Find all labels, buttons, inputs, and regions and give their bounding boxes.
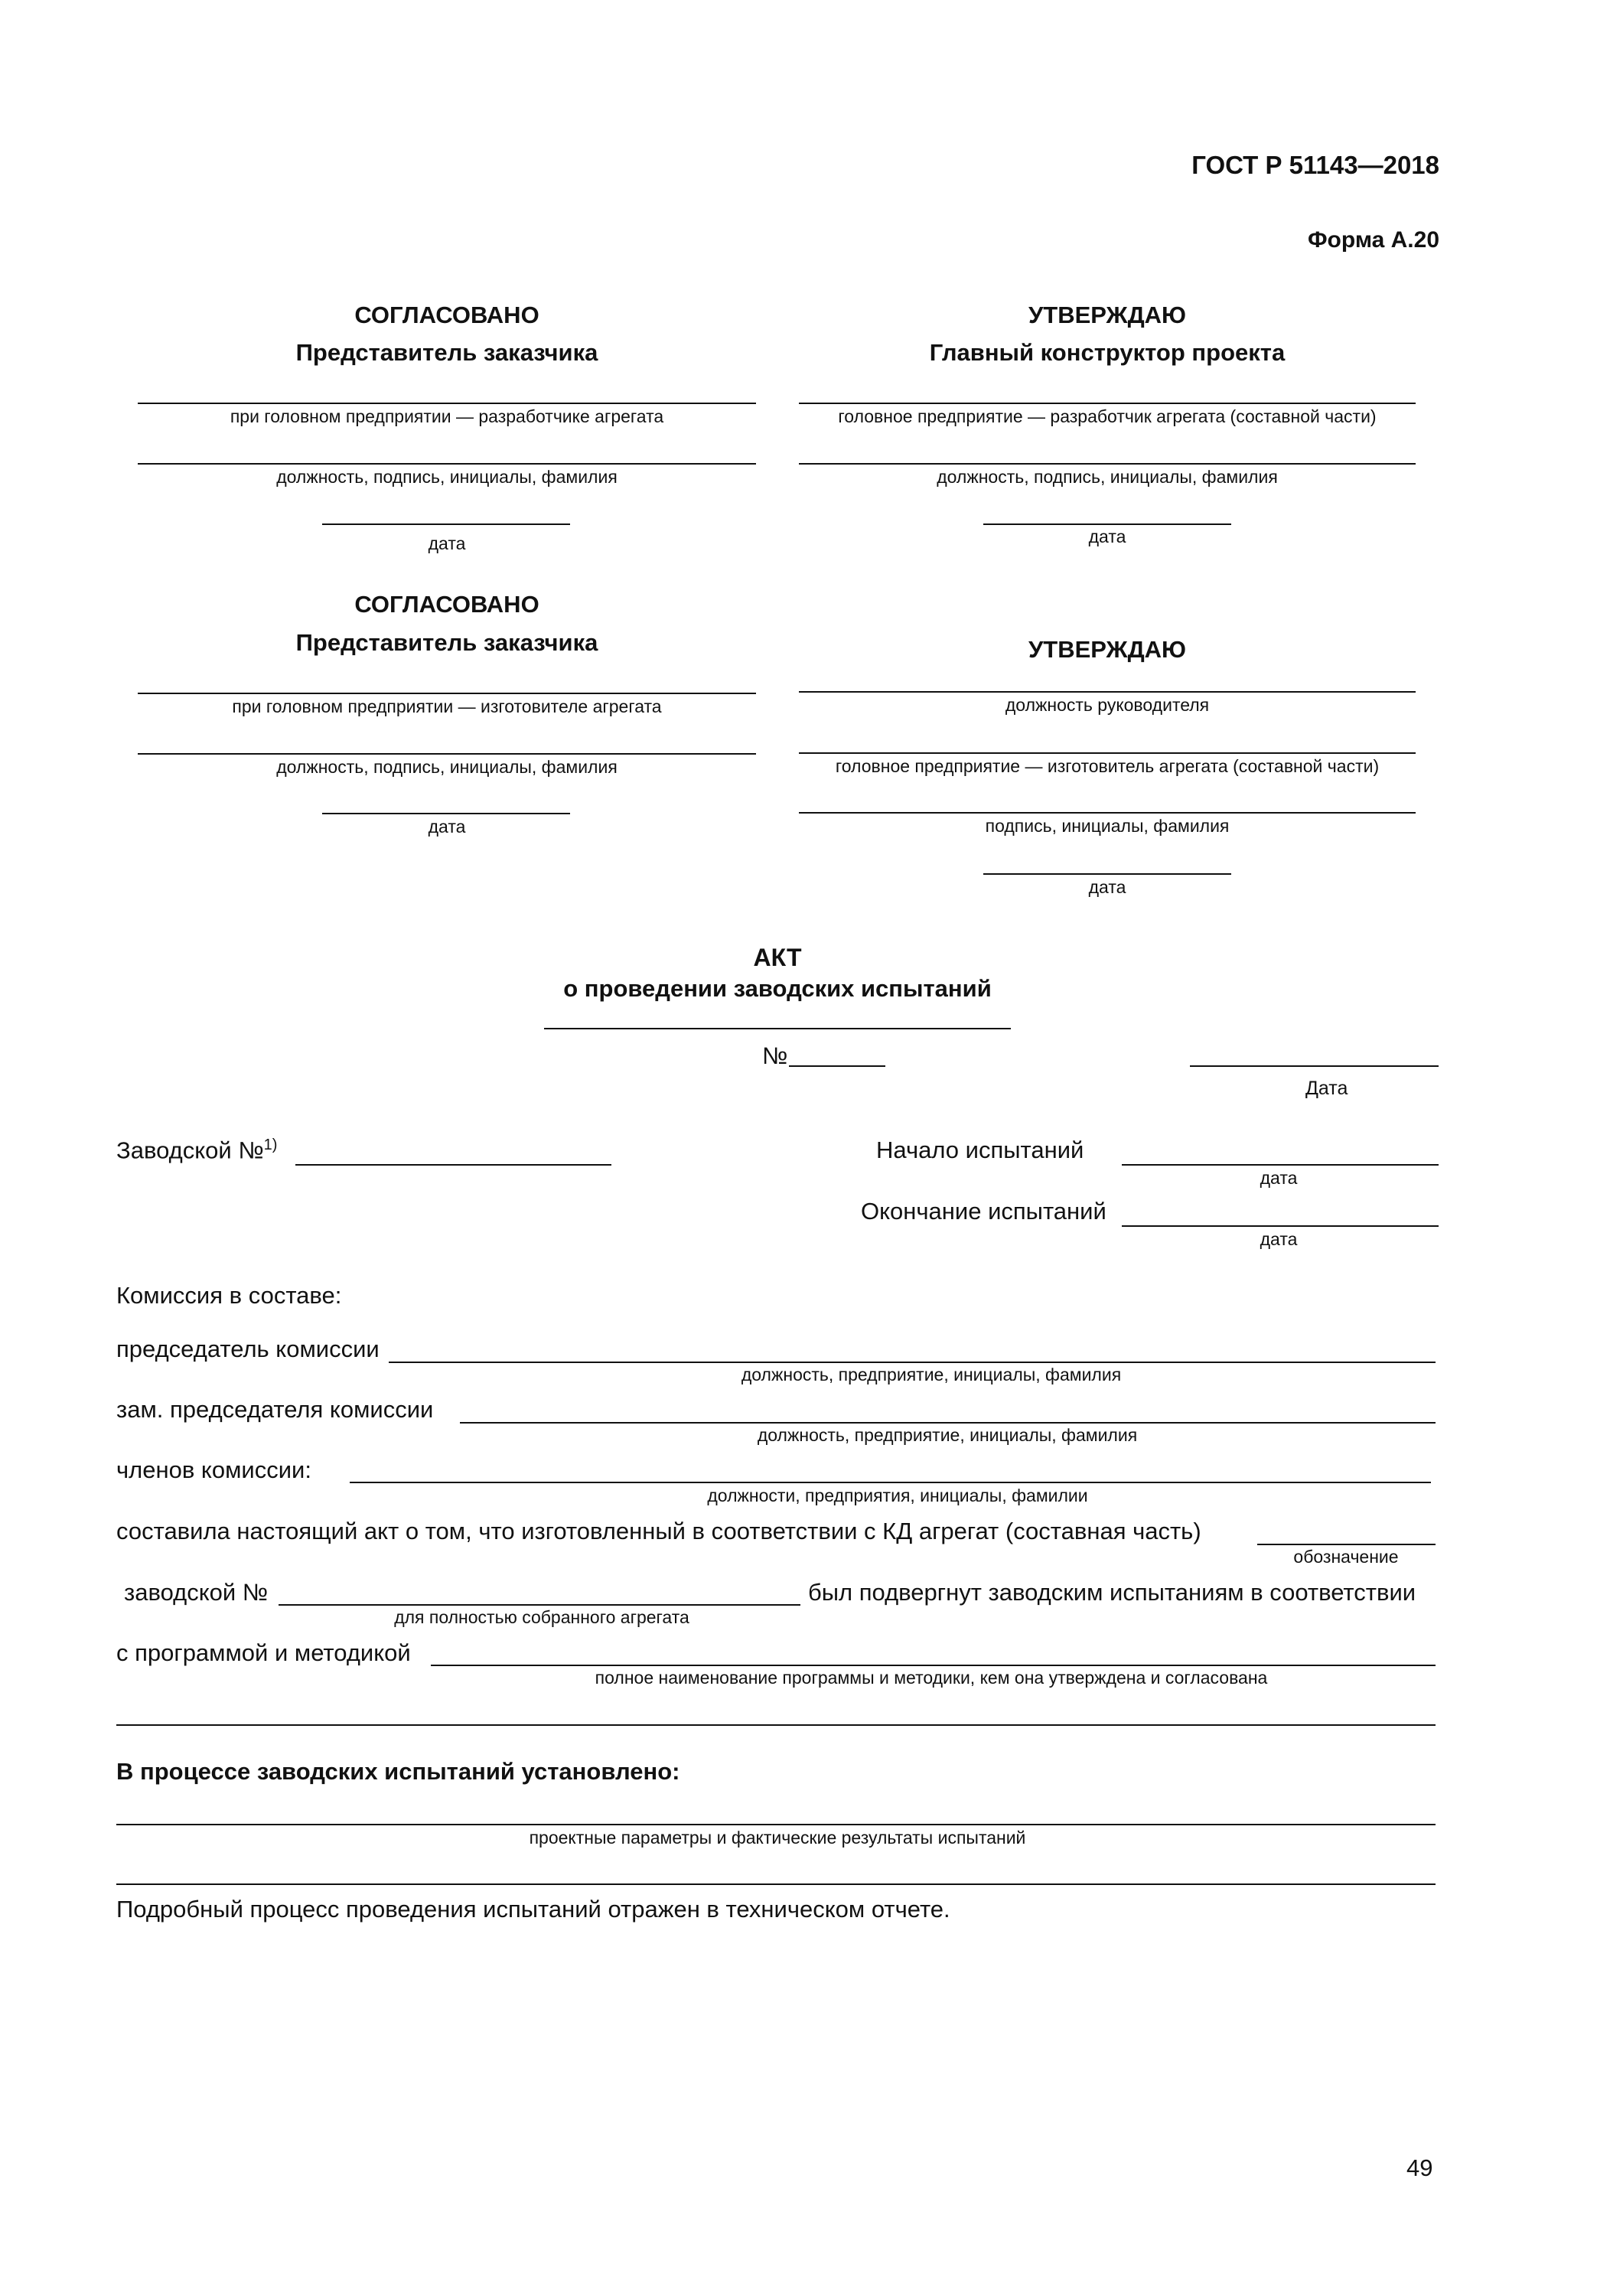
program-label: с программой и методикой	[116, 1639, 411, 1666]
serial-label: заводской №	[124, 1579, 269, 1606]
designation-line[interactable]	[1257, 1544, 1436, 1545]
start-date-caption: дата	[1260, 1168, 1298, 1188]
results-heading: В процессе заводских испытаний установлено:	[116, 1758, 680, 1785]
signature-line[interactable]	[138, 753, 756, 755]
serial-caption: для полностью собранного агрегата	[394, 1607, 689, 1627]
designation-caption: обозначение	[1293, 1547, 1399, 1567]
block1-right-caption2: должность, подпись, инициалы, фамилия	[937, 467, 1278, 487]
standard-number: ГОСТ Р 51143—2018	[1191, 151, 1439, 179]
block2-left-caption2: должность, подпись, инициалы, фамилия	[276, 757, 618, 777]
date-line[interactable]	[983, 523, 1231, 525]
composed-text: составила настоящий акт о том, что изготовленный в соответствии с КД агрегат (составная часть)	[116, 1518, 1201, 1544]
signature-line[interactable]	[138, 403, 756, 404]
date-line[interactable]	[322, 813, 570, 814]
chairman-label: председатель комиссии	[116, 1336, 380, 1362]
block2-left-title: СОГЛАСОВАНО	[354, 591, 539, 618]
deputy-label: зам. председателя комиссии	[116, 1396, 434, 1423]
results-line[interactable]	[116, 1883, 1436, 1885]
act-number-label: №	[762, 1042, 788, 1069]
block2-left-subtitle: Представитель заказчика	[295, 629, 598, 656]
start-date-line[interactable]	[1122, 1164, 1439, 1166]
signature-line[interactable]	[799, 403, 1416, 404]
signature-line[interactable]	[799, 463, 1416, 465]
block1-right-title: УТВЕРЖДАЮ	[1028, 302, 1187, 328]
act-subtitle: о проведении заводских испытаний	[563, 975, 992, 1002]
results-line[interactable]	[116, 1824, 1436, 1825]
block1-left-caption1: при головном предприятии — разработчике агрегата	[230, 406, 664, 426]
commission-label: Комиссия в составе:	[116, 1282, 342, 1309]
factory-number-label: Заводской №$^{1)}$	[116, 1137, 278, 1164]
block1-left-caption3: дата	[428, 533, 466, 553]
deputy-caption: должность, предприятие, инициалы, фамилия	[757, 1425, 1138, 1445]
block1-right-subtitle: Главный конструктор проекта	[929, 339, 1286, 366]
members-caption: должности, предприятия, инициалы, фамилии	[707, 1486, 1088, 1505]
block2-right-caption2: головное предприятие — изготовитель агрегата (составной части)	[835, 756, 1380, 776]
block2-right-caption1: должность руководителя	[1005, 695, 1210, 715]
signature-line[interactable]	[799, 691, 1416, 693]
chairman-line[interactable]	[389, 1362, 1436, 1363]
signature-line[interactable]	[799, 812, 1416, 814]
signature-line[interactable]	[799, 752, 1416, 754]
footnote-marker: 1)	[263, 1137, 278, 1153]
program-caption: полное наименование программы и методики, кем она утверждена и согласована	[595, 1668, 1268, 1688]
members-line[interactable]	[350, 1482, 1431, 1483]
end-label: Окончание испытаний	[861, 1198, 1106, 1225]
act-name-line[interactable]	[544, 1028, 1011, 1029]
factory-number-line[interactable]	[295, 1164, 611, 1166]
block1-right-caption3: дата	[1088, 527, 1126, 546]
form-number: Форма А.20	[1307, 227, 1439, 253]
act-date-caption: Дата	[1305, 1078, 1348, 1099]
block1-left-caption2: должность, подпись, инициалы, фамилия	[276, 467, 618, 487]
act-title: АКТ	[753, 944, 802, 971]
date-line[interactable]	[322, 523, 570, 525]
block1-right-caption1: головное предприятие — разработчик агрегата (составной части)	[838, 406, 1377, 426]
start-label: Начало испытаний	[876, 1137, 1084, 1163]
program-continuation-line[interactable]	[116, 1724, 1436, 1726]
page-number: 49	[1406, 2154, 1433, 2181]
block2-right-caption4: дата	[1088, 877, 1126, 897]
block2-left-caption1: при головном предприятии — изготовителе агрегата	[232, 696, 662, 716]
signature-line[interactable]	[138, 693, 756, 694]
deputy-line[interactable]	[460, 1422, 1436, 1424]
end-date-line[interactable]	[1122, 1225, 1439, 1227]
end-date-caption: дата	[1260, 1229, 1298, 1249]
results-caption: проектные параметры и фактические результаты испытаний	[529, 1828, 1026, 1848]
signature-line[interactable]	[138, 463, 756, 465]
block2-right-caption3: подпись, инициалы, фамилия	[985, 816, 1230, 836]
program-line[interactable]	[431, 1665, 1436, 1666]
chairman-caption: должность, предприятие, инициалы, фамилия	[741, 1365, 1122, 1384]
block1-left-title: СОГЛАСОВАНО	[354, 302, 539, 328]
act-date-line[interactable]	[1190, 1065, 1439, 1067]
subjected-text: был подвергнут заводским испытаниям в соответствии	[808, 1579, 1416, 1606]
block2-left-caption3: дата	[428, 817, 466, 837]
members-label: членов комиссии:	[116, 1456, 311, 1483]
serial-line[interactable]	[279, 1604, 800, 1606]
block2-right-title: УТВЕРЖДАЮ	[1028, 636, 1187, 663]
act-number-line[interactable]	[789, 1065, 885, 1067]
report-reference-text: Подробный процесс проведения испытаний отражен в техническом отчете.	[116, 1896, 950, 1923]
block1-left-subtitle: Представитель заказчика	[295, 339, 598, 366]
date-line[interactable]	[983, 873, 1231, 875]
